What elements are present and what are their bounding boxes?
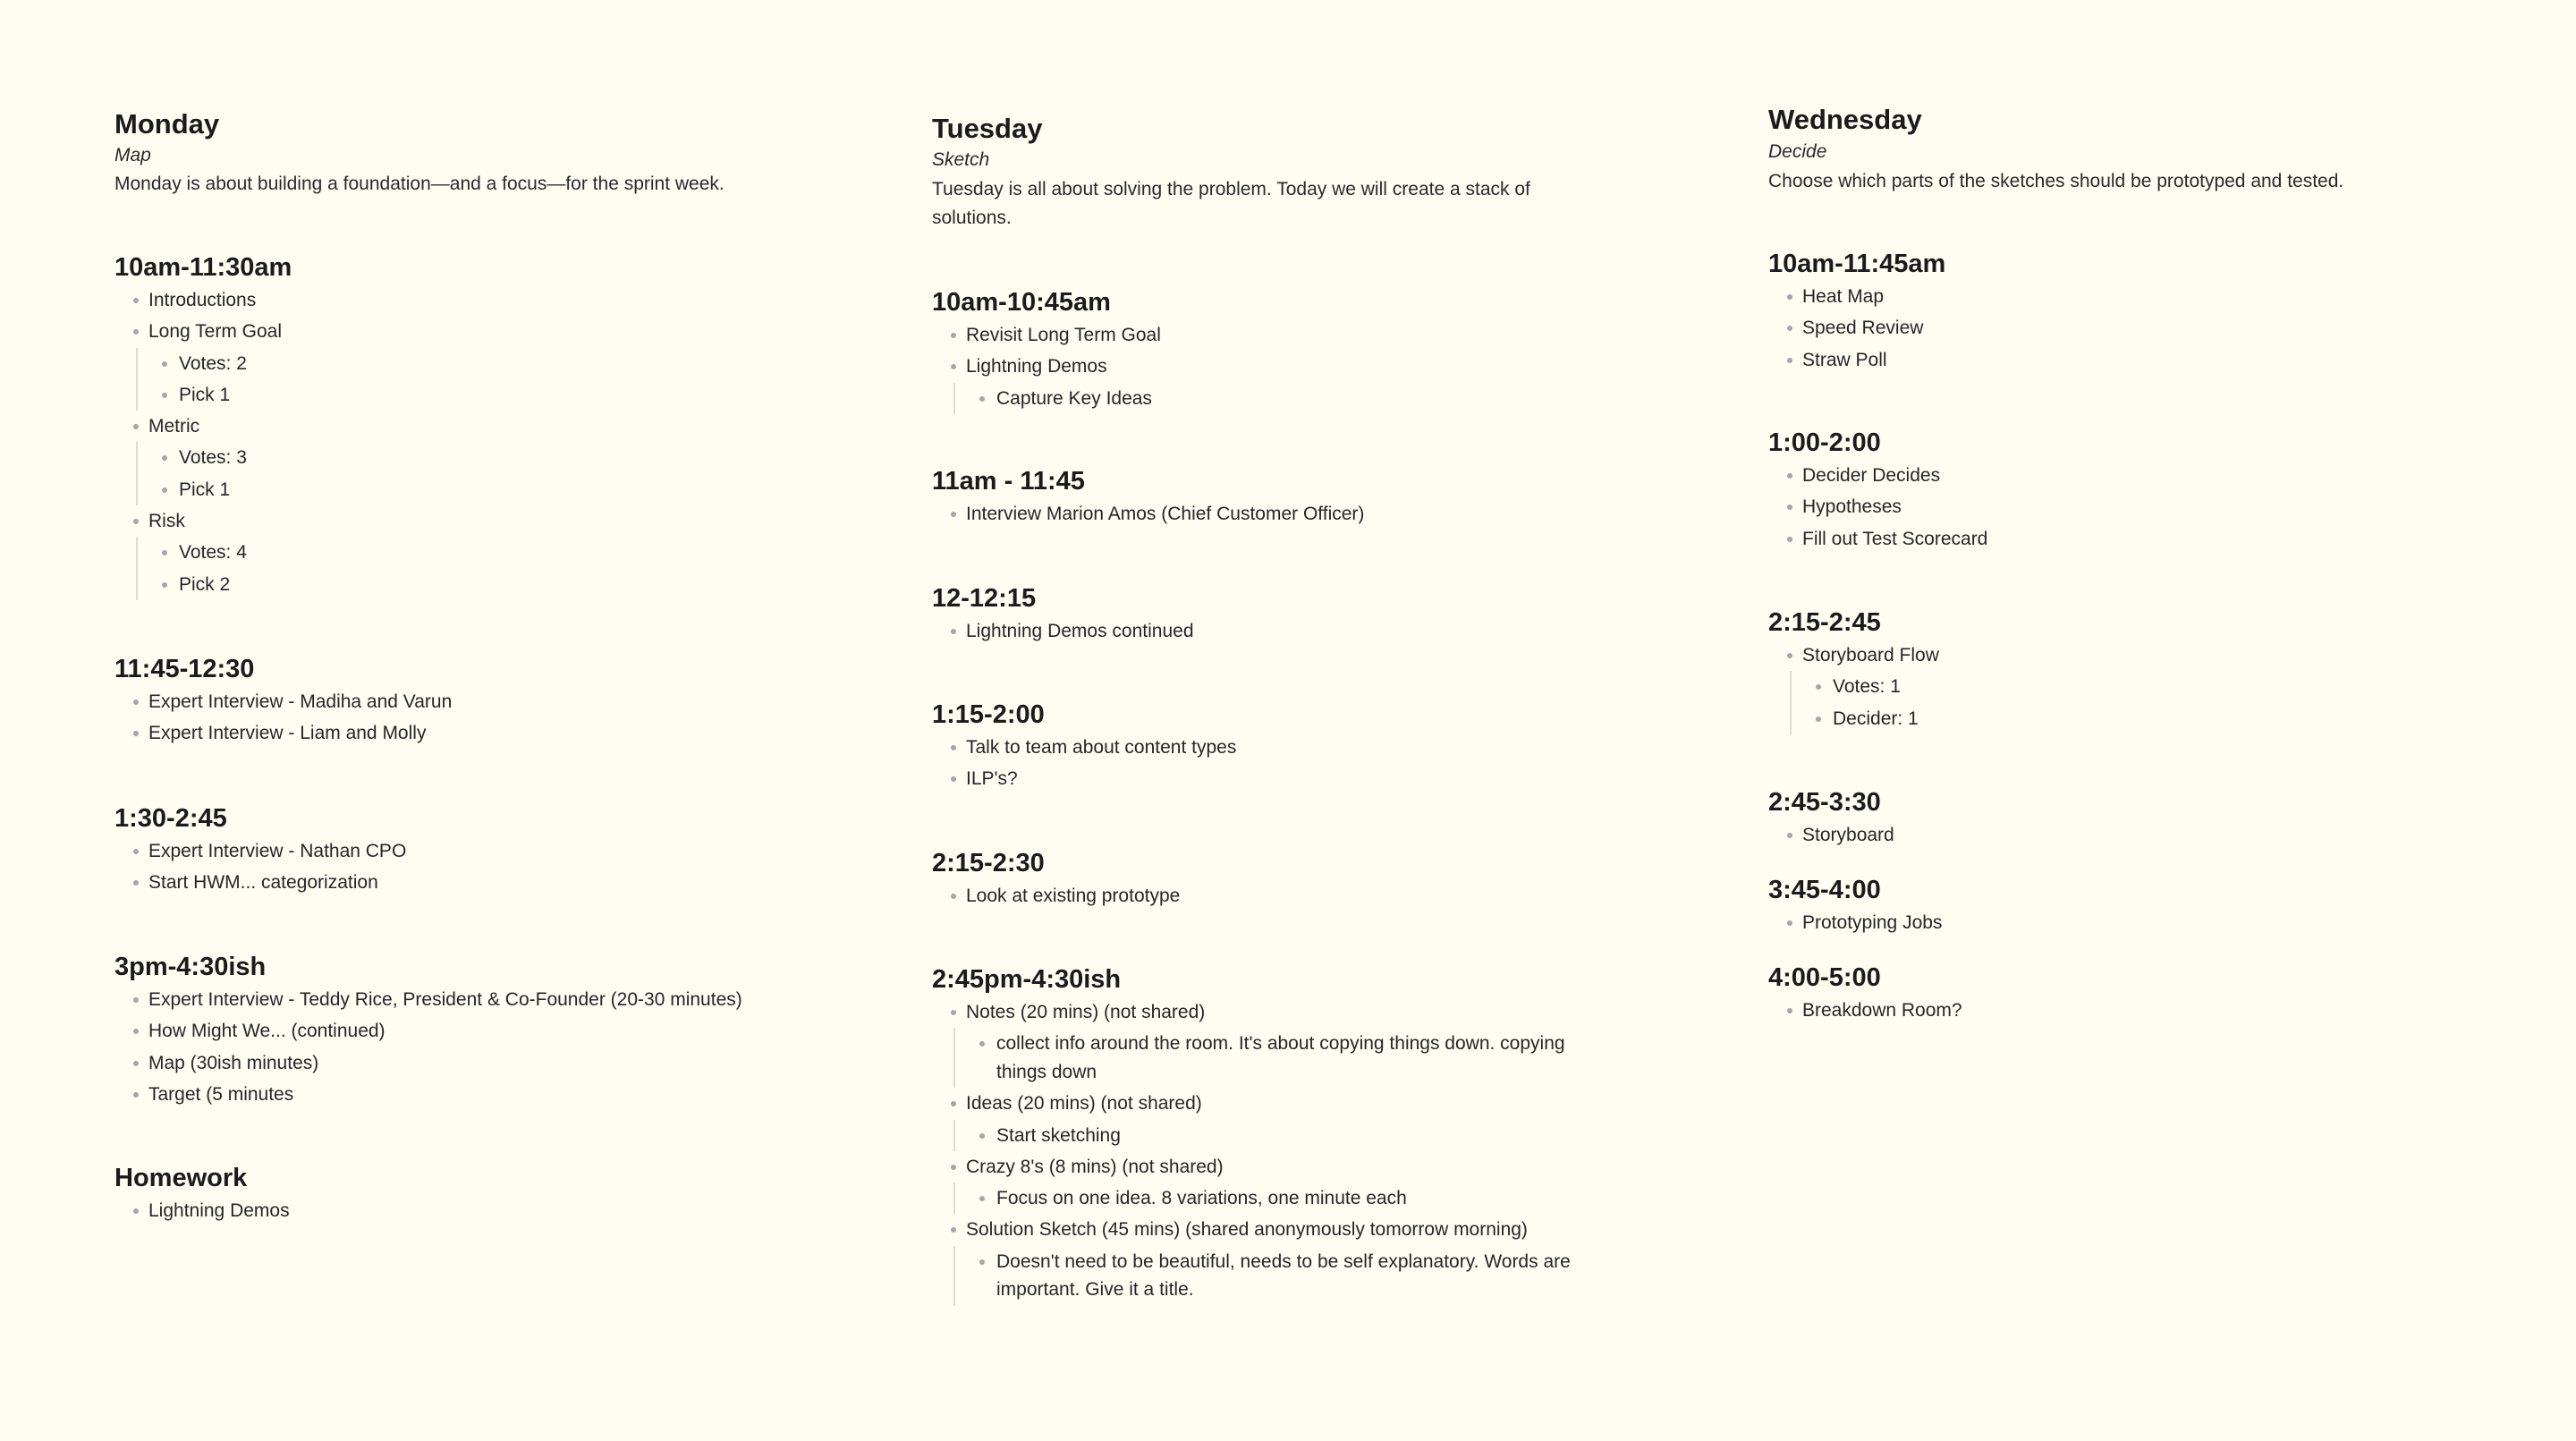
time-block	[114, 252, 857, 600]
list-item: Storyboard Flow	[1768, 640, 2511, 671]
time-block	[932, 466, 1674, 530]
bullet-icon	[133, 1208, 139, 1214]
bullet-icon	[133, 997, 139, 1003]
bullet-icon	[1787, 1008, 1792, 1013]
bullet-icon	[951, 745, 956, 750]
time-block	[1768, 787, 2511, 851]
day-subtitle: Decide	[1768, 141, 1827, 162]
list-item: Hypotheses	[1768, 491, 2511, 522]
list-item: Decider Decides	[1768, 460, 2511, 491]
bullet-icon	[162, 550, 167, 555]
bullet-icon	[1816, 684, 1821, 690]
list-item: Storyboard	[1768, 819, 2511, 851]
list-item: Votes: 4	[138, 537, 857, 568]
day-description: Monday is about building a foundation—and a focus—for the sprint week.	[114, 174, 724, 194]
time-block-title: 1:00-2:00	[1768, 428, 1881, 457]
bullet-icon	[133, 880, 139, 886]
list-item: collect info around the room. It's about copying things down. copying things down	[955, 1028, 1569, 1088]
bullet-icon	[133, 699, 139, 705]
bullet-icon	[133, 731, 139, 736]
list-item: Long Term Goal	[114, 316, 857, 347]
bullet-icon	[979, 1196, 985, 1201]
bullet-icon	[1787, 326, 1792, 331]
list-item: Pick 1	[138, 379, 857, 411]
nested-list	[953, 1120, 1648, 1151]
bullet-icon	[162, 582, 167, 588]
list-item: Crazy 8's (8 mins) (not shared)	[932, 1151, 1648, 1182]
time-block	[932, 848, 1674, 911]
bullet-icon	[951, 1010, 956, 1015]
time-block-title: 4:00-5:00	[1768, 963, 1881, 992]
time-block-title: Homework	[114, 1164, 248, 1192]
time-block	[114, 654, 857, 750]
bullet-icon	[162, 487, 167, 493]
nested-list	[136, 442, 857, 505]
bullet-icon	[951, 894, 956, 899]
time-block-title: 10am-11:30am	[114, 253, 292, 282]
time-block-title: 1:15-2:00	[932, 700, 1045, 729]
list-item: ILP's?	[932, 763, 1674, 794]
bullet-icon	[979, 1259, 985, 1265]
bullet-icon	[979, 396, 985, 402]
bullet-icon	[133, 1029, 139, 1034]
time-block	[932, 287, 1674, 414]
list-item: Map (30ish minutes)	[114, 1047, 857, 1079]
day-description: Choose which parts of the sketches should be prototyped and tested.	[1768, 171, 2344, 191]
bullet-icon	[1787, 833, 1792, 838]
list-item: Capture Key Ideas	[955, 383, 1674, 414]
day-subtitle: Sketch	[932, 149, 990, 170]
list-item: Speed Review	[1768, 312, 2511, 343]
bullet-icon	[133, 1092, 139, 1098]
bullet-icon	[1787, 473, 1792, 479]
list-item: Talk to team about content types	[932, 732, 1674, 763]
bullet-icon	[951, 364, 956, 369]
bullet-icon	[951, 333, 956, 338]
time-block-title: 12-12:15	[932, 584, 1037, 613]
bullet-icon	[951, 512, 956, 517]
bullet-icon	[951, 629, 956, 634]
list-item: Votes: 1	[1792, 671, 2511, 702]
list-item: Metric	[114, 411, 857, 442]
list-item: Revisit Long Term Goal	[932, 319, 1674, 351]
time-block-title: 2:15-2:30	[932, 849, 1045, 877]
time-block	[932, 699, 1674, 795]
list-item: Expert Interview - Teddy Rice, President & Co-Founder (20-30 minutes)	[114, 984, 857, 1015]
bullet-icon	[979, 1133, 985, 1139]
nested-list	[1790, 671, 2511, 734]
list-item: Votes: 2	[138, 348, 857, 379]
list-item: How Might We... (continued)	[114, 1015, 857, 1047]
time-block-title: 10am-11:45am	[1768, 250, 1946, 278]
time-block	[114, 803, 857, 899]
list-item: Look at existing prototype	[932, 880, 1674, 911]
time-block-title: 10am-10:45am	[932, 288, 1111, 317]
list-item: Expert Interview - Madiha and Varun	[114, 686, 857, 717]
bullet-icon	[1787, 537, 1792, 542]
bullet-icon	[133, 329, 139, 335]
list-item: Lightning Demos	[932, 351, 1674, 382]
bullet-icon	[951, 776, 956, 782]
day-description: Tuesday is all about solving the problem. Today we will create a stack of solutions.	[932, 179, 1530, 228]
bullet-icon	[1816, 716, 1821, 722]
day-subtitle: Map	[114, 145, 151, 165]
time-block	[1768, 607, 2511, 734]
time-block-title: 2:45pm-4:30ish	[932, 965, 1122, 994]
bullet-icon	[951, 1227, 956, 1233]
nested-list	[136, 537, 857, 600]
list-item: Fill out Test Scorecard	[1768, 523, 2511, 555]
bullet-icon	[1787, 358, 1792, 363]
list-item: Risk	[114, 505, 857, 537]
time-block	[932, 583, 1674, 647]
time-block	[114, 952, 857, 1110]
list-item: Interview Marion Amos (Chief Customer Officer)	[932, 498, 1674, 530]
bullet-icon	[162, 393, 167, 398]
day-title: Monday	[114, 108, 220, 140]
bullet-icon	[162, 455, 167, 461]
nested-list	[953, 1246, 1648, 1306]
day-title: Tuesday	[932, 113, 1043, 144]
time-block-title: 2:45-3:30	[1768, 788, 1881, 817]
time-block-title: 1:30-2:45	[114, 804, 227, 833]
bullet-icon	[162, 361, 167, 367]
list-item: Straw Poll	[1768, 344, 2511, 376]
bullet-icon	[951, 1101, 956, 1106]
nested-list	[953, 383, 1674, 414]
list-item: Focus on one idea. 8 variations, one minute each	[955, 1182, 1648, 1214]
bullet-icon	[1787, 294, 1792, 300]
list-item: Pick 1	[138, 474, 857, 505]
bullet-icon	[133, 424, 139, 429]
list-item: Prototyping Jobs	[1768, 907, 2511, 938]
bullet-icon	[133, 519, 139, 524]
time-block-title: 11:45-12:30	[114, 655, 255, 683]
bullet-icon	[133, 849, 139, 854]
list-item: Notes (20 mins) (not shared)	[932, 996, 1648, 1028]
time-block	[1768, 249, 2511, 376]
time-block	[932, 964, 1648, 1306]
list-item: Expert Interview - Liam and Molly	[114, 717, 857, 749]
time-block-title: 3:45-4:00	[1768, 876, 1881, 904]
list-item: Breakdown Room?	[1768, 995, 2511, 1026]
list-item: Pick 2	[138, 569, 857, 600]
bullet-icon	[979, 1041, 985, 1047]
time-block-title: 2:15-2:45	[1768, 608, 1881, 637]
bullet-icon	[1787, 653, 1792, 658]
day-title: Wednesday	[1768, 104, 1922, 135]
nested-list	[953, 1182, 1648, 1214]
list-item: Ideas (20 mins) (not shared)	[932, 1088, 1648, 1119]
list-item: Start sketching	[955, 1120, 1648, 1151]
bullet-icon	[133, 298, 139, 303]
list-item: Target (5 minutes	[114, 1079, 857, 1110]
bullet-icon	[1787, 504, 1792, 510]
time-block	[114, 1163, 857, 1226]
list-item: Introductions	[114, 284, 857, 316]
list-item: Heat Map	[1768, 281, 2511, 312]
nested-list	[953, 1028, 1648, 1088]
bullet-icon	[133, 1061, 139, 1066]
time-block-title: 3pm-4:30ish	[114, 953, 267, 981]
list-item: Lightning Demos	[114, 1195, 857, 1226]
list-item: Decider: 1	[1792, 703, 2511, 734]
time-block	[1768, 428, 2511, 555]
list-item: Votes: 3	[138, 442, 857, 473]
list-item: Lightning Demos continued	[932, 615, 1674, 647]
list-item: Solution Sketch (45 mins) (shared anonymously tomorrow morning)	[932, 1214, 1648, 1245]
list-item: Start HWM... categorization	[114, 867, 857, 898]
list-item: Expert Interview - Nathan CPO	[114, 835, 857, 867]
time-block	[1768, 875, 2511, 938]
time-block	[1768, 962, 2511, 1026]
nested-list	[136, 348, 857, 411]
bullet-icon	[951, 1165, 956, 1170]
bullet-icon	[1787, 920, 1792, 926]
list-item: Doesn't need to be beautiful, needs to be self explanatory. Words are important. Give it a title.	[955, 1246, 1640, 1306]
time-block-title: 11am - 11:45	[932, 467, 1085, 496]
